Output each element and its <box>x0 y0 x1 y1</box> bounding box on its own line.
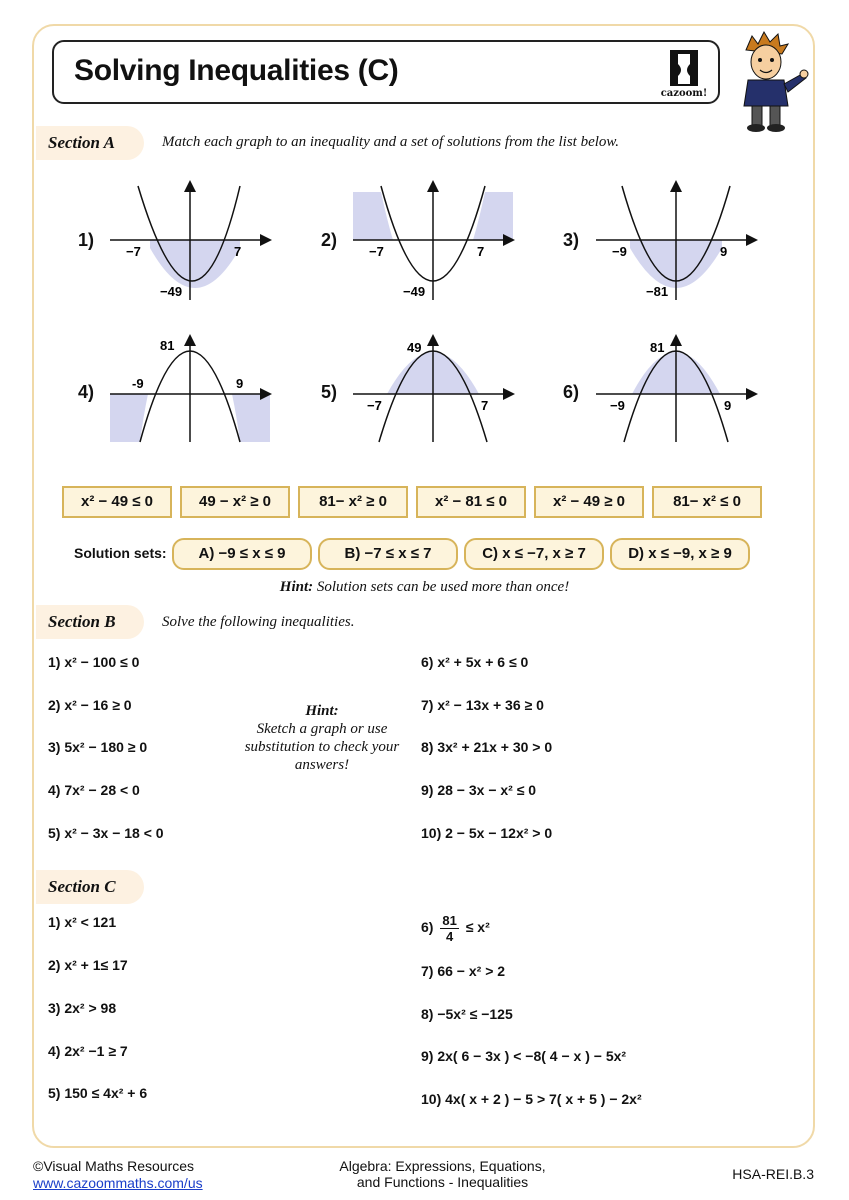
graph-number: 2) <box>321 230 338 250</box>
graph-1 <box>100 176 280 306</box>
question-c10: 10) 4x( x + 2 ) − 5 > 7( x + 5 ) − 2x² <box>421 1091 642 1107</box>
graph-label: 9 <box>236 376 244 391</box>
graph-label: −9 <box>610 398 625 413</box>
graph-3 <box>586 176 766 306</box>
hint-text: Solution sets can be used more than once! <box>313 579 570 595</box>
inequality-box: 81− x² ≤ 0 <box>652 486 762 518</box>
graph-label: 49 <box>407 340 422 355</box>
question-b2: 2) x² − 16 ≥ 0 <box>48 697 132 713</box>
question-b8: 8) 3x² + 21x + 30 > 0 <box>421 739 553 755</box>
fraction-denominator: 4 <box>445 929 454 944</box>
fraction-numerator: 81 <box>442 913 457 928</box>
inequality-box: 81− x² ≥ 0 <box>298 486 408 518</box>
graph-label: 81 <box>160 338 175 353</box>
inequality-box: x² − 49 ≤ 0 <box>62 486 172 518</box>
solution-set-d: D) x ≤ −9, x ≥ 9 <box>610 538 750 570</box>
footer-topic <box>300 1158 585 1190</box>
question-b10: 10) 2 − 5x − 12x² > 0 <box>421 825 553 841</box>
graph-4 <box>100 330 280 448</box>
graph-number: 1) <box>78 230 95 250</box>
graph-6 <box>586 330 766 448</box>
graph-label: −7 <box>369 244 384 259</box>
footer-standard-code: HSA-REI.B.3 <box>732 1166 814 1182</box>
question-c4: 4) 2x² −1 ≥ 7 <box>48 1043 128 1059</box>
mascot-illustration <box>726 30 810 134</box>
question-b5: 5) x² − 3x − 18 < 0 <box>48 825 164 841</box>
question-b1: 1) x² − 100 ≤ 0 <box>48 654 140 670</box>
graph-label: 81 <box>650 340 665 355</box>
footer-url-link[interactable]: www.cazoommaths.com/us <box>33 1175 203 1191</box>
question-b9: 9) 28 − 3x − x² ≤ 0 <box>421 782 537 798</box>
section-a-hint <box>0 579 849 596</box>
graph-number: 3) <box>563 230 580 250</box>
title-box <box>52 40 720 104</box>
solution-set-b: B) −7 ≤ x ≤ 7 <box>318 538 458 570</box>
question-c8: 8) −5x² ≤ −125 <box>421 1006 513 1022</box>
question-number: 6) <box>421 919 434 936</box>
graph-5 <box>343 330 523 448</box>
question-c6 <box>421 913 490 944</box>
question-c1: 1) x² < 121 <box>48 914 117 930</box>
section-b-hint <box>236 702 408 774</box>
section-a-instruction: Match each graph to an inequality and a set of solutions from the list below. <box>162 134 620 150</box>
page-title: Solving Inequalities (C) <box>74 54 399 87</box>
footer-topic-line2: and Functions - Inequalities <box>356 1174 529 1190</box>
question-b6: 6) x² + 5x + 6 ≤ 0 <box>421 654 529 670</box>
solution-sets-label: Solution sets: <box>74 545 167 561</box>
graph-label: −81 <box>646 284 669 299</box>
cazoom-logo <box>654 48 714 100</box>
section-b-label: Section B <box>36 605 144 639</box>
logo-text: cazoom! <box>660 88 708 99</box>
graph-label: 9 <box>724 398 732 413</box>
footer-link-wrapper <box>33 1175 203 1191</box>
question-b4: 4) 7x² − 28 < 0 <box>48 782 140 798</box>
question-c9: 9) 2x( 6 − 3x ) < −8( 4 − x ) − 5x² <box>421 1048 627 1064</box>
hint-text: Sketch a graph or use substitution to check your answers! <box>244 721 400 773</box>
section-a-label: Section A <box>36 126 144 160</box>
graph-label: −7 <box>126 244 141 259</box>
graph-label: 7 <box>481 398 489 413</box>
inequality-box: 49 − x² ≥ 0 <box>180 486 290 518</box>
question-c3: 3) 2x² > 98 <box>48 1000 117 1016</box>
question-c2: 2) x² + 1≤ 17 <box>48 957 128 973</box>
section-b-instruction: Solve the following inequalities. <box>162 614 355 630</box>
footer-copyright: ©Visual Maths Resources <box>33 1158 195 1174</box>
hint-title: Hint: <box>305 703 339 719</box>
inequality-box: x² − 81 ≤ 0 <box>416 486 526 518</box>
question-c5: 5) 150 ≤ 4x² + 6 <box>48 1085 148 1101</box>
solution-set-c: C) x ≤ −7, x ≥ 7 <box>464 538 604 570</box>
question-c7: 7) 66 − x² > 2 <box>421 963 506 979</box>
graph-number: 4) <box>78 382 95 402</box>
footer-topic-line1: Algebra: Expressions, Equations, <box>339 1158 546 1174</box>
graph-label: -9 <box>132 376 144 391</box>
fraction <box>440 913 458 944</box>
hint-bold: Hint: <box>279 579 314 595</box>
graph-label: 7 <box>234 244 242 259</box>
graph-2 <box>343 176 523 306</box>
inequality-box: x² − 49 ≥ 0 <box>534 486 644 518</box>
graph-label: −49 <box>160 284 183 299</box>
question-rest: ≤ x² <box>465 919 490 936</box>
graph-number: 5) <box>321 382 338 402</box>
solution-set-a: A) −9 ≤ x ≤ 9 <box>172 538 312 570</box>
question-b7: 7) x² − 13x + 36 ≥ 0 <box>421 697 544 713</box>
graph-label: −7 <box>367 398 382 413</box>
graph-label: 9 <box>720 244 728 259</box>
graph-label: 7 <box>477 244 485 259</box>
question-b3: 3) 5x² − 180 ≥ 0 <box>48 739 148 755</box>
graph-label: −9 <box>612 244 627 259</box>
graph-label: −49 <box>403 284 426 299</box>
graph-number: 6) <box>563 382 580 402</box>
section-c-label: Section C <box>36 870 144 904</box>
